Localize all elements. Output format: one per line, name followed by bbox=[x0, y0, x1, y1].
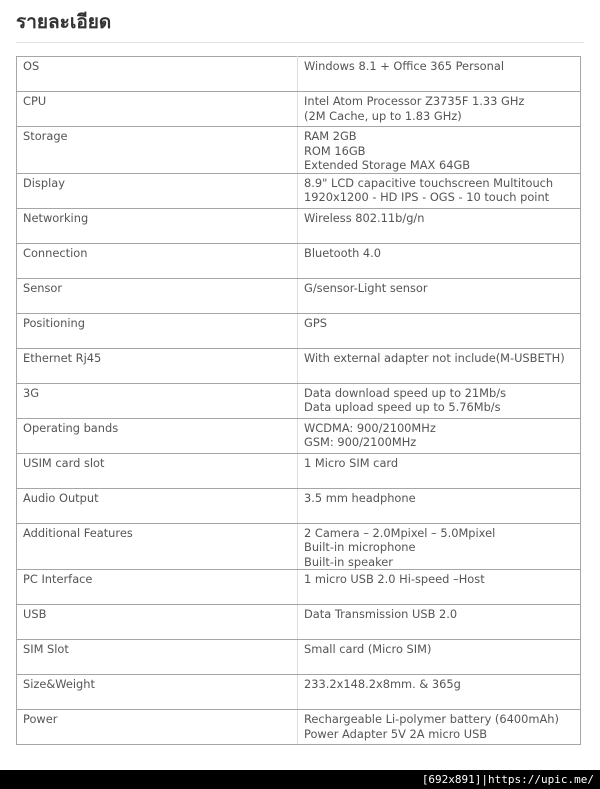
spec-value bbox=[298, 418, 581, 453]
spec-row bbox=[17, 57, 581, 92]
spec-label: Sensor bbox=[17, 278, 298, 313]
spec-row bbox=[17, 418, 581, 453]
spec-row bbox=[17, 208, 581, 243]
spec-value-line: Data download speed up to 21Mb/s bbox=[304, 385, 507, 400]
spec-value bbox=[298, 570, 581, 605]
spec-value-line: G/sensor-Light sensor bbox=[304, 280, 428, 295]
spec-value bbox=[298, 92, 581, 127]
spec-label: Storage bbox=[17, 127, 298, 174]
spec-label: PC Interface bbox=[17, 570, 298, 605]
spec-value bbox=[298, 173, 581, 208]
spec-value-line: 3.5 mm headphone bbox=[304, 490, 416, 505]
spec-value-line: Intel Atom Processor Z3735F 1.33 GHz bbox=[304, 94, 525, 108]
spec-label: Positioning bbox=[17, 313, 298, 348]
spec-label: SIM Slot bbox=[17, 640, 298, 675]
spec-value-line: Data Transmission USB 2.0 bbox=[304, 607, 458, 621]
spec-row bbox=[17, 640, 581, 675]
spec-value-line: GPS bbox=[304, 315, 327, 330]
spec-value bbox=[298, 313, 581, 348]
watermark: [692x891]|https://upic.me/ bbox=[421, 773, 594, 786]
spec-value-line: Power Adapter 5V 2A micro USB bbox=[304, 726, 488, 741]
page-title: รายละเอียด bbox=[16, 11, 112, 33]
spec-label: Display bbox=[17, 173, 298, 208]
spec-value bbox=[298, 523, 581, 570]
spec-row bbox=[17, 313, 581, 348]
spec-value-line: Built-in speaker bbox=[304, 554, 393, 569]
spec-label: 3G bbox=[17, 383, 298, 418]
spec-table bbox=[16, 56, 581, 745]
spec-label: Networking bbox=[17, 208, 298, 243]
spec-value-line: Windows 8.1 + Office 365 Personal bbox=[304, 59, 505, 73]
spec-value bbox=[298, 383, 581, 418]
spec-row bbox=[17, 383, 581, 418]
spec-value-line: Rechargeable Li-polymer battery (6400mAh) bbox=[304, 712, 559, 726]
spec-value bbox=[298, 710, 581, 745]
spec-row bbox=[17, 488, 581, 523]
spec-value-line: Extended Storage MAX 64GB bbox=[304, 158, 471, 172]
spec-row bbox=[17, 570, 581, 605]
spec-value-line: 233.2x148.2x8mm. & 365g bbox=[304, 677, 461, 691]
spec-label: Ethernet Rj45 bbox=[17, 348, 298, 383]
spec-label: Power bbox=[17, 710, 298, 745]
spec-row bbox=[17, 348, 581, 383]
spec-value-line: Small card (Micro SIM) bbox=[304, 642, 432, 656]
spec-row bbox=[17, 605, 581, 640]
spec-label: USIM card slot bbox=[17, 453, 298, 488]
spec-value-line: ROM 16GB bbox=[304, 143, 366, 158]
spec-value-line: RAM 2GB bbox=[304, 129, 357, 143]
spec-value-line: GSM: 900/2100MHz bbox=[304, 435, 417, 449]
title-divider bbox=[16, 42, 584, 43]
spec-table-body bbox=[17, 57, 581, 745]
spec-row bbox=[17, 127, 581, 174]
spec-value-line: Built-in microphone bbox=[304, 540, 416, 554]
spec-row bbox=[17, 453, 581, 488]
spec-value bbox=[298, 488, 581, 523]
spec-value-line: Wireless 802.11b/g/n bbox=[304, 210, 425, 225]
spec-label: Size&Weight bbox=[17, 675, 298, 710]
spec-value bbox=[298, 453, 581, 488]
spec-value bbox=[298, 278, 581, 313]
spec-value bbox=[298, 243, 581, 278]
spec-value bbox=[298, 348, 581, 383]
spec-value-line: 2 Camera – 2.0Mpixel – 5.0Mpixel bbox=[304, 525, 496, 540]
spec-value bbox=[298, 208, 581, 243]
spec-label: OS bbox=[17, 57, 298, 92]
spec-value bbox=[298, 605, 581, 640]
spec-value bbox=[298, 640, 581, 675]
spec-row bbox=[17, 675, 581, 710]
spec-label: Operating bands bbox=[17, 418, 298, 453]
spec-row bbox=[17, 92, 581, 127]
spec-value bbox=[298, 127, 581, 174]
spec-row bbox=[17, 173, 581, 208]
spec-value bbox=[298, 675, 581, 710]
spec-row bbox=[17, 278, 581, 313]
spec-value-line: 1 Micro SIM card bbox=[304, 455, 399, 470]
spec-label: Audio Output bbox=[17, 488, 298, 523]
spec-value bbox=[298, 57, 581, 92]
spec-label: Additional Features bbox=[17, 523, 298, 570]
spec-value-line: 8.9" LCD capacitive touchscreen Multitouch bbox=[304, 175, 554, 190]
spec-label: USB bbox=[17, 605, 298, 640]
spec-value-line: 1920x1200 - HD IPS - OGS - 10 touch point bbox=[304, 190, 550, 204]
spec-row bbox=[17, 710, 581, 745]
spec-value-line: 1 micro USB 2.0 Hi-speed –Host bbox=[304, 572, 485, 586]
spec-label: CPU bbox=[17, 92, 298, 127]
spec-value-line: Bluetooth 4.0 bbox=[304, 245, 382, 260]
spec-row bbox=[17, 243, 581, 278]
spec-value-line: (2M Cache, up to 1.83 GHz) bbox=[304, 108, 462, 123]
spec-value-line: WCDMA: 900/2100MHz bbox=[304, 420, 436, 435]
spec-label: Connection bbox=[17, 243, 298, 278]
spec-row bbox=[17, 523, 581, 570]
spec-value-line: With external adapter not include(M-USBETH) bbox=[304, 350, 565, 365]
spec-value-line: Data upload speed up to 5.76Mb/s bbox=[304, 400, 501, 414]
